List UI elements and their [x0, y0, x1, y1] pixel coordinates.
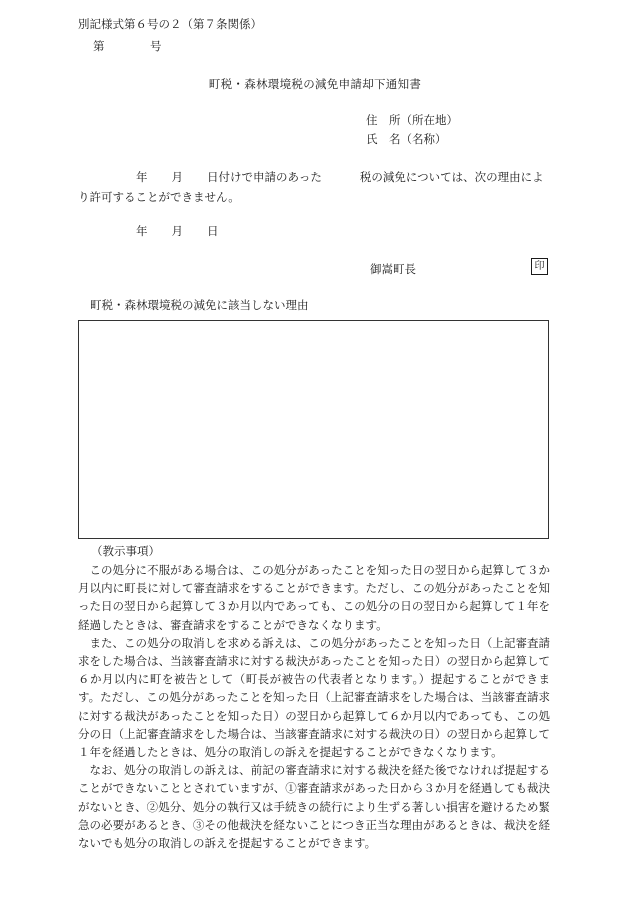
issue-month: 月 — [171, 224, 183, 238]
seal-mark: 印 — [531, 258, 548, 275]
mayor-title: 御嵩町長 — [370, 262, 416, 276]
form-number: 別記様式第６号の２（第７条関係） — [78, 17, 262, 31]
issue-day: 日 — [207, 224, 219, 238]
notice-year: 年 — [136, 170, 148, 184]
notice-text-1: 日付けで申請のあった — [207, 170, 322, 184]
issue-year: 年 — [136, 224, 148, 238]
notice-paragraph — [78, 167, 548, 207]
instruction-paragraph: なお、処分の取消しの訴えは、前記の審査請求に対する裁決を経た後でなければ提起することができないこととされていますが、①審査請求があった日から３か月を経過しても裁決がないとき、②処分、処分の執行又は手続きの続行により生ずる著しい損害を避けるため緊急の必要があるとき、③その他裁決を経ないことにつき正当な理由があるときは、裁決を経ないでも処分の取消しの訴えを提起することができます。 — [78, 763, 550, 851]
instruction-body — [78, 561, 550, 852]
issue-date — [78, 223, 219, 239]
document-title: 町税・森林環境税の減免申請却下通知書 — [208, 77, 422, 91]
instruction-paragraph: また、この処分の取消しを求める訴えは、この処分があったことを知った日（上記審査請求をした場合は、当該審査請求に対する裁決があったことを知った日）の翌日から起算して６か月以内に町を被告として（町長が被告の代表者となります。）提起することができます。ただし、この処分があったことを知った日（上記審査請求をした場合は、当該審査請求に対する裁決があったことを知った日）の翌日から起算して６か月以内であっても、この処分の日（上記審査請求をした場合は、当該審査請求に対する裁決の日）の翌日から起算して１年を経過したときは、処分の取消しの訴えを提起することができなくなります。 — [78, 635, 550, 760]
instruction-paragraph: この処分に不服がある場合は、この処分があったことを知った日の翌日から起算して３か月以内に町長に対して審査請求をすることができます。ただし、この処分があったことを知った日の翌日から起算して３か月以内であっても、この処分の日の翌日から起算して１年を経過したときは、審査請求をすることができなくなります。 — [78, 563, 550, 632]
reason-heading: 町税・森林環境税の減免に該当しない理由 — [90, 298, 309, 312]
notice-month: 月 — [171, 170, 183, 184]
instruction-heading: （教示事項） — [91, 544, 160, 558]
document-number-label: 第 — [93, 39, 105, 53]
reason-box — [78, 320, 549, 539]
address-label: 住 所（所在地） — [366, 113, 458, 127]
notice-text-2: 税の減免については、次の理由により許可することができません。 — [78, 170, 544, 204]
name-label: 氏 名（名称） — [366, 132, 447, 146]
document-number-suffix: 号 — [150, 39, 162, 53]
